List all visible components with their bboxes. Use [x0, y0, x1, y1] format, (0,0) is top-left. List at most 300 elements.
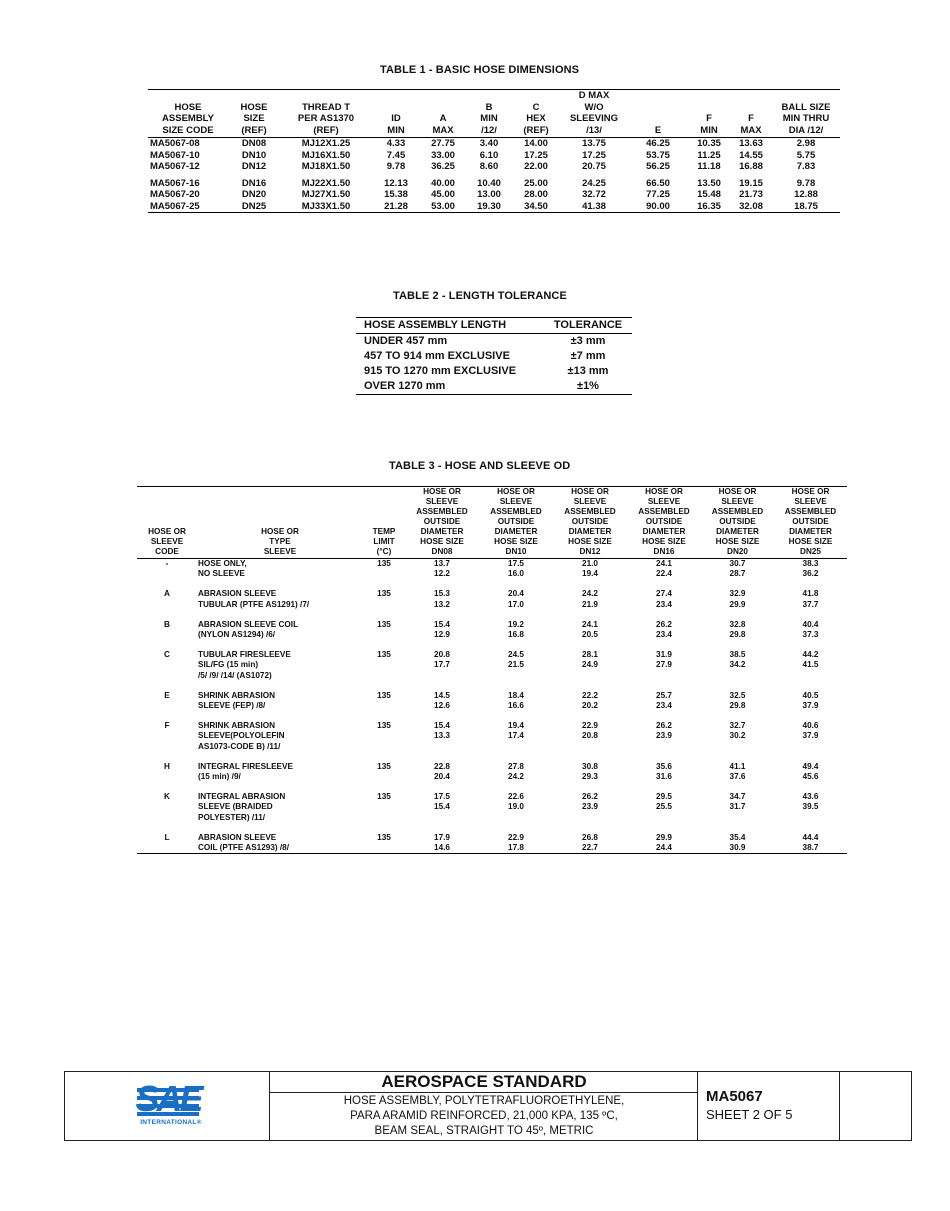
table1-cell: 41.38	[560, 201, 628, 213]
table1-cell: DN08	[241, 138, 267, 149]
description-line-3: BEAM SEAL, STRAIGHT TO 45º, METRIC	[374, 1125, 594, 1137]
table3-od-value: 30.8	[582, 761, 598, 771]
table3-od-value: 14.5	[434, 690, 450, 700]
table3-type-line: INTEGRAL FIRESLEEVE	[198, 761, 293, 771]
table3-column-header-line: ASSEMBLED	[711, 507, 764, 516]
table3-od-value: 17.0	[508, 599, 524, 609]
table3-od-value: 23.4	[656, 630, 672, 640]
table3-od-value: 20.8	[582, 731, 598, 741]
table3-type-line: POLYESTER) /11/	[198, 812, 266, 822]
table3-od-cell	[627, 691, 701, 711]
table3-temp-cell: 135	[377, 559, 391, 568]
table1-cell: DN12	[241, 161, 267, 172]
table-row	[148, 178, 840, 190]
table-row	[137, 691, 847, 711]
table3-column-header-line: LIMIT	[373, 537, 395, 546]
table1-column-header	[512, 90, 560, 138]
table1-cell: 32.72	[582, 189, 606, 200]
table1-column-header-line: C	[532, 101, 540, 113]
table3-od-cell	[774, 833, 847, 854]
table1-cell: 7.83	[796, 161, 816, 172]
table3-od-value: 29.8	[729, 630, 746, 640]
table3-column-header-line: ASSEMBLED	[564, 507, 616, 516]
table3-od-value: 17.9	[434, 832, 450, 842]
table3-od-value: 44.2	[802, 650, 819, 660]
table1-cell: 19.15	[739, 177, 763, 189]
table1-cell: 15.48	[697, 189, 721, 200]
table1-cell: 20.75	[582, 161, 606, 172]
table3-od-value: 12.9	[434, 630, 450, 640]
table3-column-header-line: DN16	[653, 547, 675, 556]
table3-od-value: 38.3	[802, 559, 819, 568]
table3-od-value: 17.8	[508, 843, 524, 853]
table3-od-value: 30.9	[729, 843, 746, 853]
table3-od-value: 16.8	[508, 630, 524, 640]
table3-od-value: 32.5	[729, 690, 746, 700]
table1-cell: MJ18X1.50	[301, 161, 351, 172]
table3-od-value: 29.5	[656, 792, 672, 802]
table1-column-header-line: ASSEMBLY	[162, 113, 214, 124]
table3-row-spacer	[137, 640, 847, 650]
table3-od-value: 20.8	[434, 650, 450, 660]
table-row	[137, 589, 847, 609]
table-row	[148, 201, 840, 213]
table3-od-cell	[774, 589, 847, 609]
table2-header-length: HOSE ASSEMBLY LENGTH	[356, 318, 544, 334]
table3-type-line: SHRINK ABRASION	[198, 721, 276, 731]
table1-cell: 25.00	[524, 177, 548, 189]
table3-od-cell	[553, 620, 627, 640]
table3-title: TABLE 3 - HOSE AND SLEEVE OD	[389, 460, 571, 472]
table3-od-value: 22.9	[508, 832, 524, 842]
table3-column-header	[363, 487, 405, 559]
table3-column-header-line: SLEEVE	[721, 497, 754, 506]
table1-column-header-line: SIZE	[243, 113, 265, 124]
table3-od-cell	[479, 721, 553, 752]
table3-column-header-line: HOSE SIZE	[568, 537, 612, 546]
table3-od-cell	[774, 792, 847, 823]
table3-od-value: 37.6	[729, 772, 746, 782]
table3-od-value: 26.8	[582, 832, 598, 842]
table1-column-header-line: MIN	[480, 113, 498, 124]
table1-column-header-line: DIA /12/	[788, 124, 824, 136]
table3-code-cell: F	[164, 721, 170, 731]
table3-od-value: 29.3	[582, 772, 598, 782]
table3-od-value: 19.0	[508, 802, 524, 812]
table3-column-header-line: ASSEMBLED	[490, 507, 542, 516]
table3-od-value: 21.0	[582, 559, 598, 568]
table1-column-header-line: HEX	[526, 113, 546, 124]
table3-od-value: 36.2	[802, 569, 819, 579]
table3-od-value: 29.9	[656, 832, 672, 842]
table3-temp-cell: 135	[377, 589, 391, 599]
table1-cell: 9.78	[386, 161, 406, 172]
table1-column-header-line: W/O	[584, 101, 604, 113]
table3-od-value: 13.7	[434, 559, 450, 568]
table3-column-header-line: DIAMETER	[789, 527, 832, 536]
document-number: MA5067	[706, 1088, 763, 1105]
table3-type-cell	[197, 792, 363, 823]
table3-od-value: 30.7	[729, 559, 746, 568]
table1-cell: 28.00	[524, 189, 548, 200]
table1-cell: 21.73	[739, 189, 763, 200]
table1-cell: 2.98	[796, 138, 816, 149]
table3-od-cell	[774, 762, 847, 782]
table1-column-header-line: BALL SIZE	[781, 101, 831, 113]
table2-body	[356, 334, 632, 395]
table1-cell: DN10	[241, 149, 267, 161]
table3-row-spacer	[137, 711, 847, 721]
table3-od-value: 23.4	[656, 701, 672, 711]
table3-od-value: 17.4	[508, 731, 524, 741]
table3-code-cell: E	[164, 690, 170, 700]
table3-od-value: 24.4	[656, 843, 672, 853]
table3-od-value: 15.4	[434, 802, 450, 812]
description-line-1: HOSE ASSEMBLY, POLYTETRAFLUOROETHYLENE,	[343, 1095, 625, 1107]
table3-column-header-line: ASSEMBLED	[638, 507, 690, 516]
table3-od-value: 30.2	[729, 731, 746, 741]
table3-od-cell	[479, 833, 553, 854]
table3-od-value: 24.2	[582, 589, 598, 599]
table3-od-cell	[479, 762, 553, 782]
table3-column-header	[197, 487, 363, 559]
table3-header	[137, 487, 847, 559]
table3-column-header-line: TYPE	[269, 537, 291, 546]
table1-column-header-line: F	[706, 113, 712, 124]
table3-od-value: 27.9	[656, 660, 672, 670]
table3-od-value: 14.6	[434, 843, 450, 853]
table3-type-cell	[197, 762, 363, 782]
table3-column-header-line: HOSE OR	[261, 527, 299, 536]
table3-od-value: 15.4	[434, 619, 450, 629]
table3-od-cell	[627, 620, 701, 640]
table1-cell: 7.45	[386, 149, 406, 161]
table-row	[137, 792, 847, 823]
table3	[137, 486, 847, 854]
table1-cell: 14.00	[524, 138, 548, 149]
table1-cell: 53.75	[646, 149, 670, 161]
table3-column-header-line: DN08	[431, 547, 453, 556]
table-row	[137, 650, 847, 681]
table3-code-cell: -	[165, 559, 169, 568]
table1-cell: 17.25	[582, 149, 606, 161]
table3-od-value: 35.6	[656, 761, 672, 771]
table1-cell: 11.25	[697, 149, 721, 161]
title-block	[64, 1071, 912, 1141]
table3-od-cell	[479, 589, 553, 609]
table3-column-header-line: HOSE SIZE	[642, 537, 686, 546]
table3-od-value: 22.6	[508, 792, 524, 802]
table1-cell: 13.75	[582, 138, 606, 149]
table3-od-cell	[405, 620, 479, 640]
table3-row-spacer	[137, 752, 847, 762]
table1-column-header-line: SLEEVING	[569, 113, 619, 124]
table3-od-value: 25.7	[656, 690, 672, 700]
table3-od-value: 23.4	[656, 599, 672, 609]
table3-type-cell	[197, 721, 363, 752]
table3-column-header-line: SLEEVE	[794, 497, 827, 506]
table3-column-header-line: HOSE SIZE	[715, 537, 760, 546]
table1-cell: MJ27X1.50	[301, 189, 351, 200]
table1-cell: MA5067-08	[150, 138, 200, 149]
table3-type-line: SLEEVE(POLYOLEFIN	[198, 731, 285, 741]
table3-type-line: NO SLEEVE	[198, 569, 245, 579]
table1-cell: MA5067-10	[150, 149, 200, 161]
table3-temp-cell: 135	[363, 833, 405, 854]
table1-cell: 13.00	[477, 189, 501, 200]
table3-od-cell	[627, 762, 701, 782]
table2	[356, 317, 632, 395]
revision-cell	[839, 1072, 912, 1140]
table3-od-cell	[701, 559, 774, 580]
table3-column-header	[774, 487, 847, 559]
table3-column-header-line: ASSEMBLED	[416, 507, 468, 516]
table1-cell: 66.50	[646, 177, 670, 189]
table2-length-cell: OVER 1270 mm	[364, 380, 446, 392]
table-row	[356, 364, 632, 379]
table3-od-cell	[405, 833, 479, 854]
table1-column-header-line: /13/	[586, 124, 602, 136]
table3-column-header-line: TEMP	[372, 527, 396, 536]
table3-od-cell	[553, 650, 627, 681]
table3-od-value: 12.6	[434, 701, 450, 711]
table1-cell: 77.25	[646, 189, 670, 200]
table3-row-spacer	[137, 823, 847, 833]
table3-column-header	[137, 487, 197, 559]
table3-od-value: 34.2	[729, 660, 746, 670]
table3-od-value: 15.3	[434, 589, 450, 599]
table1-cell: 45.00	[431, 189, 455, 200]
table3-type-line: HOSE ONLY,	[198, 559, 247, 568]
table3-od-cell	[774, 721, 847, 752]
table1-body	[148, 138, 840, 213]
table3-column-header-line: DIAMETER	[716, 527, 759, 536]
table3-type-line: ABRASION SLEEVE COIL	[198, 619, 299, 629]
table3-od-value: 32.7	[729, 721, 746, 731]
table2-tolerance-cell: ±7 mm	[570, 350, 606, 362]
sae-logo-text: SAE	[135, 1078, 201, 1119]
table1-cell: 21.28	[372, 201, 420, 213]
table3-column-header-line: SLEEVE	[425, 497, 459, 506]
table3-column-header-line: HOSE SIZE	[788, 537, 833, 546]
table3-column-header-line: OUTSIDE	[719, 517, 756, 526]
table3-type-line: ABRASION SLEEVE	[198, 589, 277, 599]
table1-cell: 16.35	[688, 201, 730, 213]
table3-column-header-line: (°C)	[376, 547, 392, 556]
table1	[148, 90, 840, 213]
table3-temp-cell: 135	[377, 619, 391, 629]
table3-od-value: 19.4	[508, 721, 524, 731]
table1-cell: 16.88	[739, 161, 763, 172]
sae-logo	[65, 1072, 269, 1140]
table3-od-value: 31.6	[656, 772, 672, 782]
table1-column-header-line: B	[485, 101, 493, 113]
table1-cell: 32.08	[730, 201, 772, 213]
table3-column-header	[627, 487, 701, 559]
table3-type-line: SLEEVE (FEP) /8/	[198, 701, 266, 711]
table3-od-value: 49.4	[802, 761, 819, 771]
table3-od-value: 17.7	[434, 660, 450, 670]
table3-od-cell	[553, 691, 627, 711]
table-row	[356, 379, 632, 395]
table3-od-value: 22.8	[434, 761, 450, 771]
table1-cell: 33.00	[431, 149, 455, 161]
table3-od-value: 32.9	[729, 589, 746, 599]
table1-column-header-line: D MAX	[578, 90, 610, 101]
table3-type-cell	[197, 691, 363, 711]
table1-column-header-line: HOSE	[240, 101, 268, 113]
table3-column-header	[479, 487, 553, 559]
table3-column-header-line: DN10	[505, 547, 527, 556]
table-row	[356, 349, 632, 364]
table1-cell: 12.13	[384, 177, 408, 189]
sheet-number: SHEET 2 OF 5	[706, 1107, 793, 1122]
aerospace-standard-heading: AEROSPACE STANDARD	[270, 1072, 698, 1093]
table1-column-header-line: A	[439, 113, 447, 124]
table1-column-header-line: PER AS1370	[297, 113, 355, 124]
table3-od-cell	[553, 721, 627, 752]
table1-title: TABLE 1 - BASIC HOSE DIMENSIONS	[380, 64, 580, 76]
table3-column-header-line: SLEEVE	[573, 497, 607, 506]
table1-header	[148, 90, 840, 138]
table1-cell: DN25	[228, 201, 280, 213]
table3-temp-cell: 135	[377, 650, 391, 660]
table3-temp-cell: 135	[377, 721, 391, 731]
table3-od-value: 26.2	[582, 792, 598, 802]
table1-cell: 17.25	[524, 149, 548, 161]
table3-column-header-line: SLEEVE	[150, 537, 184, 546]
table3-column-header-line: HOSE OR	[423, 487, 461, 496]
table3-od-value: 32.8	[729, 619, 746, 629]
table3-od-value: 34.7	[729, 792, 746, 802]
table1-column-header-line: (REF)	[523, 124, 549, 136]
table-row	[148, 161, 840, 173]
table3-column-header-line: OUTSIDE	[497, 517, 535, 526]
table3-od-value: 37.9	[802, 701, 819, 711]
table3-type-line: AS1073-CODE B) /11/	[198, 741, 281, 751]
sae-logo-subtitle: INTERNATIONAL®	[140, 1119, 202, 1126]
table3-od-value: 16.0	[508, 569, 524, 579]
table1-column-header-line: F	[748, 113, 754, 124]
table1-column-header	[280, 90, 372, 138]
table3-code-cell: L	[137, 833, 197, 854]
table3-od-cell	[553, 833, 627, 854]
table1-column-header	[560, 90, 628, 138]
table3-column-header	[405, 487, 479, 559]
table-row	[137, 620, 847, 640]
table3-od-cell	[479, 559, 553, 580]
table3-od-cell	[627, 792, 701, 823]
table3-column-header-line: OUTSIDE	[792, 517, 829, 526]
table1-cell: MJ12X1.25	[301, 138, 351, 149]
document-number-cell	[697, 1072, 840, 1140]
table3-od-cell	[479, 792, 553, 823]
table3-od-value: 28.1	[582, 650, 598, 660]
table1-column-header-line: MAX	[740, 124, 762, 136]
table1-column-header-line: THREAD T	[301, 101, 351, 113]
table1-cell: 36.25	[431, 161, 455, 172]
table3-od-cell	[774, 691, 847, 711]
table1-cell: 12.88	[794, 189, 818, 200]
table1-cell: 9.78	[796, 177, 816, 189]
table3-od-cell	[701, 650, 774, 681]
table3-type-cell	[197, 833, 363, 854]
table1-cell: MJ22X1.50	[301, 177, 351, 189]
table3-od-value: 37.3	[802, 630, 819, 640]
table3-od-cell	[405, 721, 479, 752]
table3-od-value: 38.7	[802, 843, 819, 853]
table1-column-header-line: (REF)	[241, 124, 267, 136]
table3-od-value: 19.2	[508, 619, 524, 629]
table3-od-value: 25.5	[656, 802, 672, 812]
table3-row-spacer	[137, 610, 847, 620]
table1-cell: MA5067-12	[150, 161, 200, 172]
table3-od-value: 43.6	[802, 792, 819, 802]
table3-od-value: 19.4	[582, 569, 598, 579]
table1-cell: 40.00	[431, 177, 455, 189]
table3-od-value: 20.4	[508, 589, 524, 599]
table3-type-line: SLEEVE (BRAIDED	[198, 802, 273, 812]
table3-type-line: ABRASION SLEEVE	[198, 832, 277, 842]
table3-od-value: 26.2	[656, 619, 672, 629]
table-row	[137, 762, 847, 782]
table1-cell: 24.25	[582, 177, 606, 189]
table3-column-header-line: HOSE OR	[571, 487, 609, 496]
table3-code-cell: A	[164, 589, 170, 599]
table-row	[148, 138, 840, 150]
table3-code-cell: K	[164, 792, 170, 802]
table3-od-value: 37.9	[802, 731, 819, 741]
table3-od-value: 17.5	[508, 559, 524, 568]
table3-od-cell	[701, 721, 774, 752]
table3-od-cell	[405, 762, 479, 782]
table1-cell: 34.50	[512, 201, 560, 213]
table1-cell: 46.25	[646, 138, 670, 149]
table3-temp-cell: 135	[377, 690, 391, 700]
table3-od-value: 24.9	[582, 660, 598, 670]
table1-cell: DN20	[241, 189, 267, 200]
table1-cell: 10.35	[697, 138, 721, 149]
table1-column-header-line: /12/	[481, 124, 497, 136]
table2-header-tolerance: TOLERANCE	[544, 318, 632, 334]
table1-cell: DN16	[241, 177, 267, 189]
table1-cell: MJ33X1.50	[280, 201, 372, 213]
table3-od-value: 24.2	[508, 772, 524, 782]
table3-od-value: 37.7	[802, 599, 819, 609]
table3-od-value: 26.2	[656, 721, 672, 731]
table1-column-header	[688, 90, 730, 138]
table3-od-value: 28.7	[729, 569, 746, 579]
table1-column-header-line: HOSE	[174, 101, 202, 113]
table3-od-cell	[701, 762, 774, 782]
table3-od-value: 31.7	[729, 802, 746, 812]
table2-title: TABLE 2 - LENGTH TOLERANCE	[393, 290, 567, 302]
table3-temp-cell: 135	[377, 792, 391, 802]
table3-column-header-line: DN12	[579, 547, 601, 556]
table3-column-header-line: HOSE OR	[645, 487, 683, 496]
table3-type-line: COIL (PTFE AS1293) /8/	[198, 843, 289, 853]
table3-od-cell	[479, 691, 553, 711]
table-row	[356, 334, 632, 350]
table3-od-cell	[405, 691, 479, 711]
table1-column-header-line: MIN	[387, 124, 405, 136]
table3-od-value: 40.6	[802, 721, 819, 731]
table3-od-cell	[479, 620, 553, 640]
table2-length-cell: 457 TO 914 mm EXCLUSIVE	[364, 350, 510, 362]
table3-row-spacer	[137, 681, 847, 691]
table3-od-value: 21.5	[508, 660, 524, 670]
table1-cell: 53.00	[420, 201, 466, 213]
